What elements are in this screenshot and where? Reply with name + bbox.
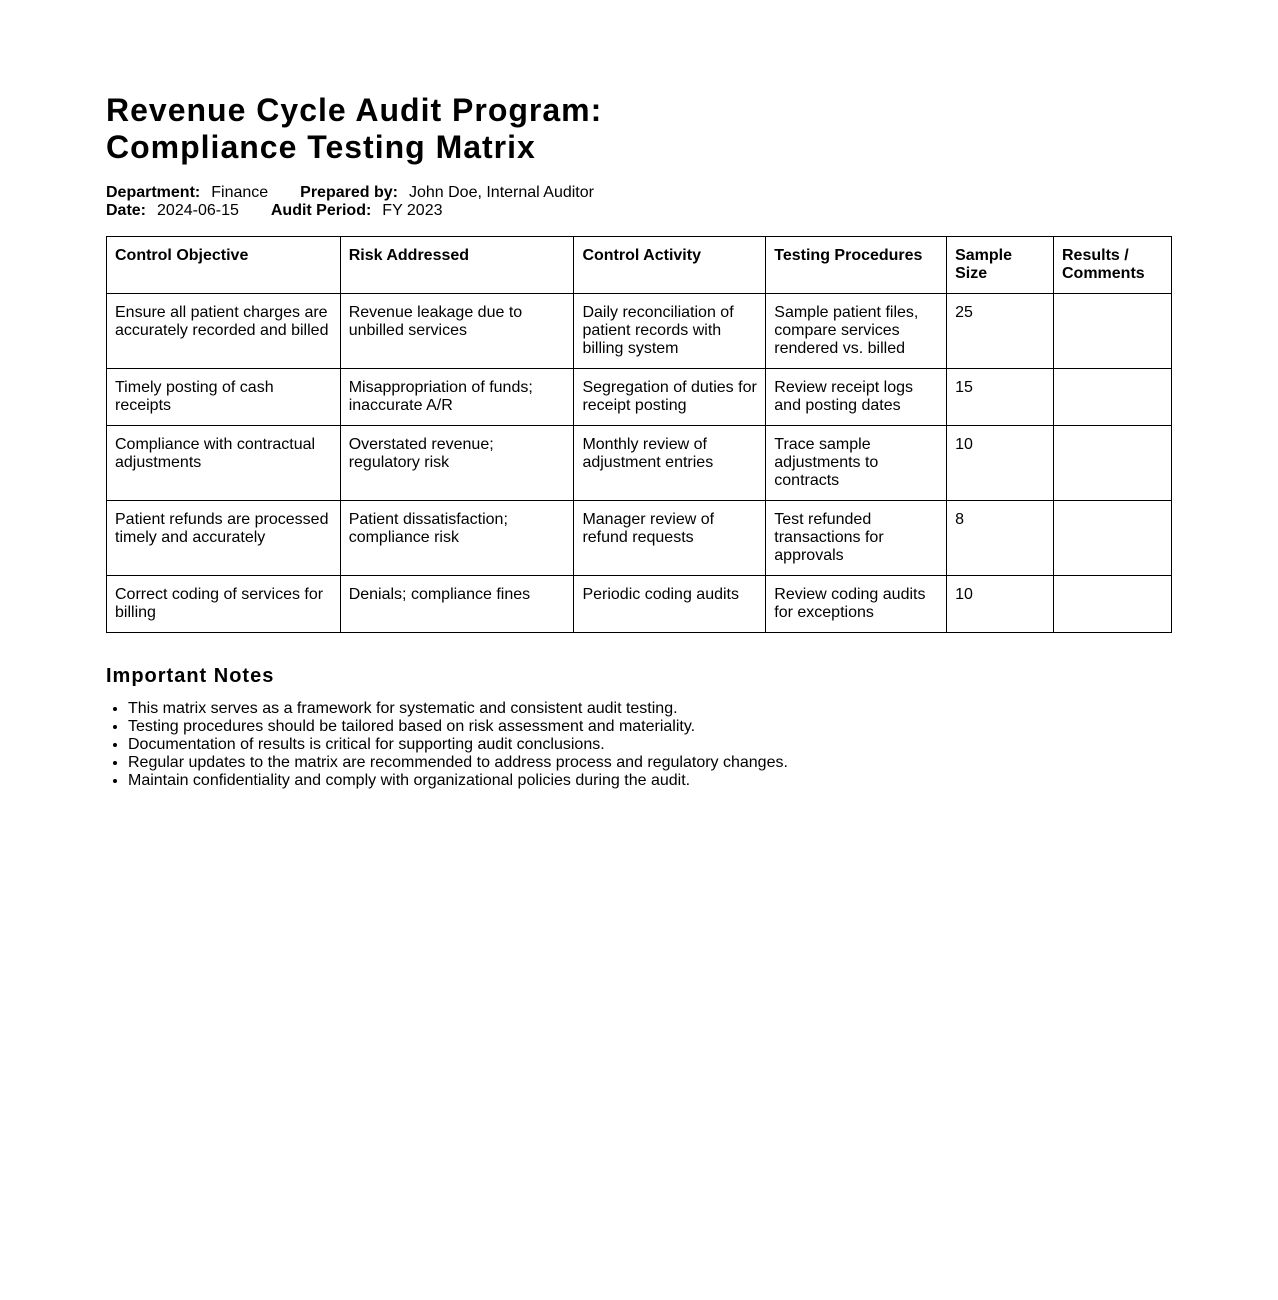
cell-risk-addressed: Patient dissatisfaction; compliance risk: [340, 501, 574, 576]
list-item: • Documentation of results is critical for supporting audit conclusions.: [128, 736, 1172, 754]
table-row: [107, 294, 1172, 369]
page-title: [106, 92, 646, 166]
header-control-objective: Control Objective: [107, 237, 341, 294]
header-risk-addressed: Risk Addressed: [340, 237, 574, 294]
list-item: • This matrix serves as a framework for systematic and consistent audit testing.: [128, 700, 1172, 718]
table-row: [107, 369, 1172, 426]
prepared-by-label: Prepared by:: [300, 184, 398, 201]
meta-row-1: [106, 184, 1172, 202]
list-item: • Maintain confidentiality and comply with organizational policies during the audit.: [128, 772, 1172, 790]
title-line-1: Revenue Cycle Audit Program:: [106, 92, 603, 128]
cell-testing-procedures: Review receipt logs and posting dates: [766, 369, 947, 426]
header-testing-procedures: Testing Procedures: [766, 237, 947, 294]
document-meta: [106, 184, 1172, 220]
cell-control-objective: Ensure all patient charges are accurately recorded and billed: [107, 294, 341, 369]
meta-row-2: [106, 202, 1172, 220]
cell-control-activity: Manager review of refund requests: [574, 501, 766, 576]
department-value: Finance: [211, 184, 269, 201]
date-label: Date:: [106, 202, 147, 219]
cell-risk-addressed: Misappropriation of funds; inaccurate A/R: [340, 369, 574, 426]
cell-results-comments: [1054, 426, 1172, 501]
audit-period-value: FY 2023: [382, 202, 443, 219]
cell-control-activity: Daily reconciliation of patient records with billing system: [574, 294, 766, 369]
cell-testing-procedures: Trace sample adjustments to contracts: [766, 426, 947, 501]
cell-control-activity: Monthly review of adjustment entries: [574, 426, 766, 501]
table-row: [107, 576, 1172, 633]
cell-results-comments: [1054, 369, 1172, 426]
table-row: [107, 501, 1172, 576]
list-item: • Testing procedures should be tailored based on risk assessment and materiality.: [128, 718, 1172, 736]
cell-sample-size: 10: [947, 576, 1054, 633]
cell-sample-size: 10: [947, 426, 1054, 501]
important-notes-heading: Important Notes: [106, 665, 275, 687]
cell-sample-size: 25: [947, 294, 1054, 369]
date-value: 2024-06-15: [157, 202, 239, 219]
header-control-activity: Control Activity: [574, 237, 766, 294]
cell-testing-procedures: Review coding audits for exceptions: [766, 576, 947, 633]
cell-control-objective: Timely posting of cash receipts: [107, 369, 341, 426]
table-header-row: [107, 237, 1172, 294]
cell-risk-addressed: Denials; compliance fines: [340, 576, 574, 633]
cell-sample-size: 15: [947, 369, 1054, 426]
cell-results-comments: [1054, 294, 1172, 369]
cell-testing-procedures: Test refunded transactions for approvals: [766, 501, 947, 576]
cell-sample-size: 8: [947, 501, 1054, 576]
audit-period-label: Audit Period:: [270, 202, 372, 219]
prepared-by-value: John Doe, Internal Auditor: [408, 184, 594, 201]
compliance-testing-matrix: [106, 236, 1172, 633]
cell-control-activity: Periodic coding audits: [574, 576, 766, 633]
title-line-2: Compliance Testing Matrix: [106, 129, 536, 165]
cell-control-objective: Patient refunds are processed timely and accurately: [107, 501, 341, 576]
cell-control-activity: Segregation of duties for receipt posting: [574, 369, 766, 426]
cell-risk-addressed: Revenue leakage due to unbilled services: [340, 294, 574, 369]
table-row: [107, 426, 1172, 501]
list-item: • Regular updates to the matrix are recommended to address process and regulatory changes.: [128, 754, 1172, 772]
header-results-comments: Results / Comments: [1054, 237, 1172, 294]
important-notes-list: [106, 700, 1172, 790]
cell-results-comments: [1054, 576, 1172, 633]
cell-risk-addressed: Overstated revenue; regulatory risk: [340, 426, 574, 501]
cell-results-comments: [1054, 501, 1172, 576]
cell-testing-procedures: Sample patient files, compare services rendered vs. billed: [766, 294, 947, 369]
header-sample-size: Sample Size: [947, 237, 1054, 294]
department-label: Department:: [106, 184, 201, 201]
cell-control-objective: Compliance with contractual adjustments: [107, 426, 341, 501]
cell-control-objective: Correct coding of services for billing: [107, 576, 341, 633]
